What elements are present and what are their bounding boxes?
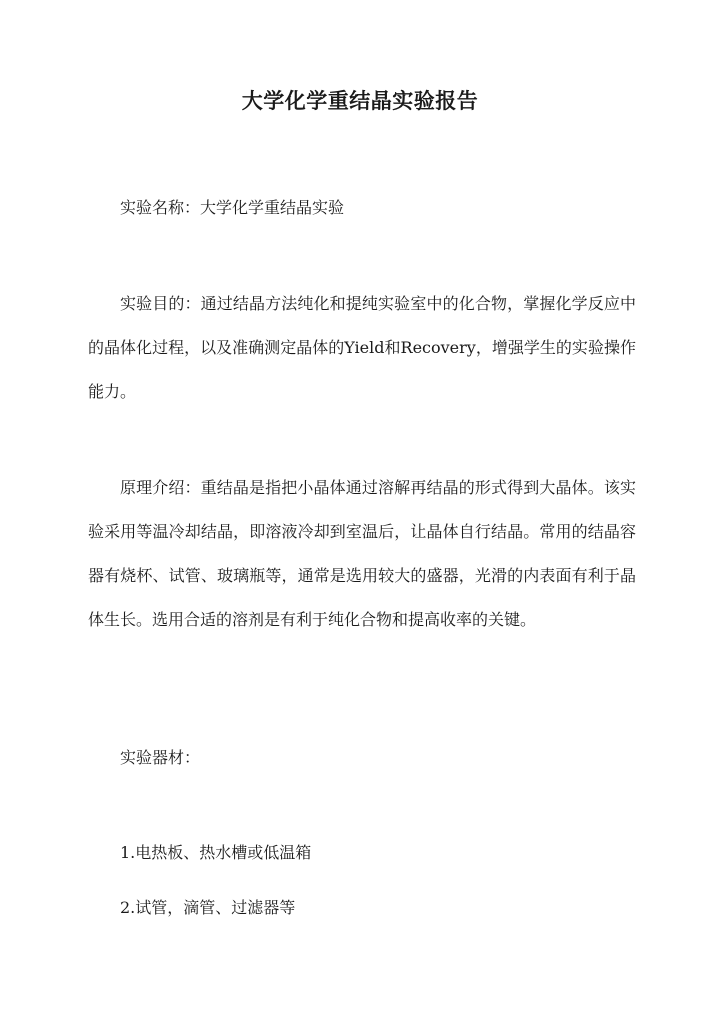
document-title: 大学化学重结晶实验报告 [241,88,479,113]
experiment-purpose-paragraph: 实验目的：通过结晶方法纯化和提纯实验室中的化合物，掌握化学反应中的晶体化过程，以及准确测定晶体的Yield和Recovery，增强学生的实验操作能力。 [88,294,636,401]
materials-list-item: 2.试管，滴管、过滤器等 [120,898,296,917]
principle-paragraph: 原理介绍：重结晶是指把小晶体通过溶解再结晶的形式得到大晶体。该实验采用等温冷却结晶，即溶液冷却到室温后，让晶体自行结晶。常用的结晶容器有烧杯、试管、玻璃瓶等，通常是选用较大的盛器，光滑的内表面有利于晶体生长。选用合适的溶剂是有利于纯化合物和提高收率的关键。 [88,478,636,629]
materials-heading: 实验器材： [120,748,201,767]
materials-list-item: 1.电热板、热水槽或低温箱 [120,843,312,862]
experiment-name-paragraph: 实验名称：大学化学重结晶实验 [120,198,345,217]
